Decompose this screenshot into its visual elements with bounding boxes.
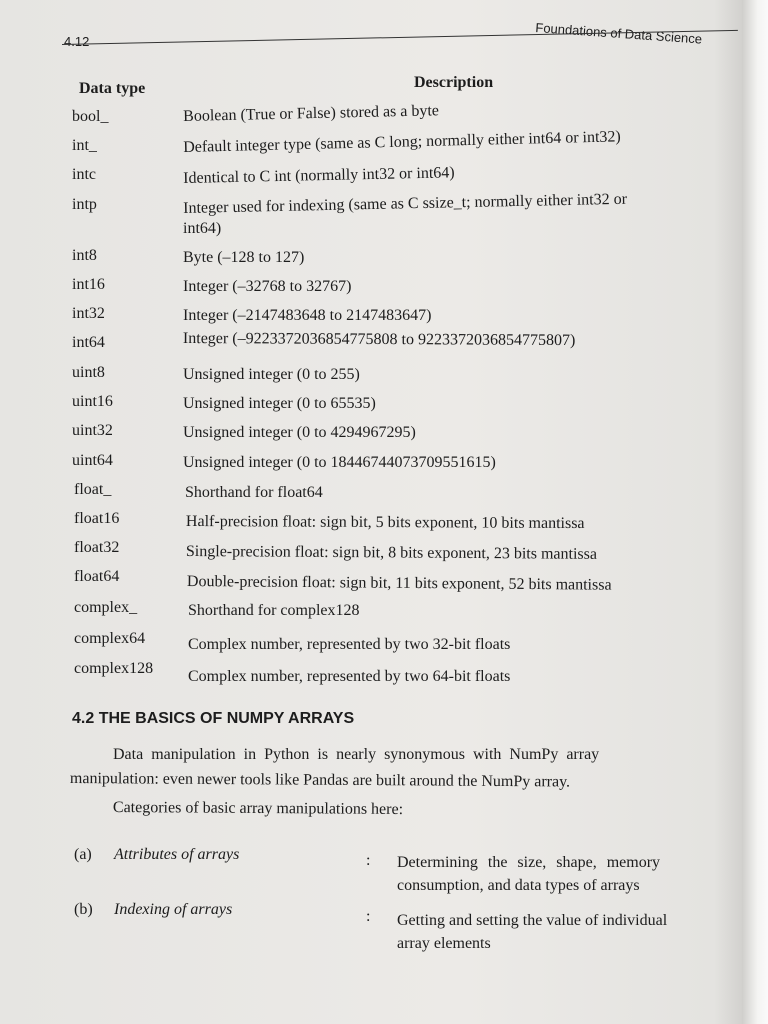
dtype-name: float64 — [74, 568, 120, 585]
dtype-name: intp — [72, 196, 97, 213]
list-desc: Getting and setting the value of individual — [397, 912, 668, 929]
table-row — [0, 660, 768, 688]
table-row — [0, 393, 768, 421]
dtype-name: int64 — [72, 334, 105, 351]
list-desc: Determining the size, shape, memory — [397, 854, 661, 871]
list-desc-continued: array elements — [397, 935, 491, 952]
paragraph: Categories of basic array manipulations here: — [112, 799, 404, 819]
table-row — [0, 102, 768, 136]
dtype-name: intc — [72, 166, 96, 183]
dtype-desc: Complex number, represented by two 64-bit floats — [188, 668, 511, 685]
dtype-name: float32 — [74, 539, 120, 556]
table-row — [0, 422, 768, 450]
dtype-name: complex64 — [74, 630, 146, 647]
page-number: 4.12 — [64, 34, 90, 49]
section-heading: 4.2 THE BASICS OF NUMPY ARRAYS — [72, 710, 355, 727]
dtype-name: uint32 — [72, 422, 113, 439]
dtype-desc: Boolean (True or False) stored as a byte — [183, 102, 440, 125]
table-row — [0, 481, 768, 509]
table-row — [0, 166, 768, 194]
dtype-desc: Unsigned integer (0 to 4294967295) — [183, 424, 416, 441]
dtype-desc: Double-precision float: sign bit, 11 bits exponent, 52 bits mantissa — [186, 573, 612, 594]
dtype-desc: Byte (–128 to 127) — [183, 249, 305, 266]
dtype-desc: Unsigned integer (0 to 255) — [183, 366, 360, 383]
dtype-name: int8 — [72, 247, 97, 264]
dtype-name: float16 — [74, 510, 120, 527]
table-row — [0, 276, 768, 304]
table-row — [0, 630, 768, 658]
list-desc-continued: consumption, and data types of arrays — [397, 877, 640, 894]
table-row — [0, 568, 768, 596]
running-title: Foundations of Data Science — [534, 20, 703, 47]
dtype-name: uint8 — [72, 364, 105, 381]
dtype-desc: Integer (–9223372036854775808 to 9223372036854775807) — [182, 330, 576, 350]
dtype-desc: Identical to C int (normally int32 or int64) — [183, 164, 455, 187]
dtype-name: uint64 — [72, 452, 113, 469]
dtype-desc: Single-precision float: sign bit, 8 bits exponent, 23 bits mantissa — [185, 543, 598, 563]
table-row — [0, 128, 768, 165]
list-marker: (b) — [74, 901, 93, 918]
list-colon: : — [366, 908, 371, 925]
dtype-name: int32 — [72, 305, 105, 322]
dtype-name: bool_ — [72, 108, 109, 125]
list-label: Indexing of arrays — [114, 901, 233, 918]
dtype-desc: Unsigned integer (0 to 18446744073709551615) — [183, 454, 496, 471]
paragraph-line: manipulation: even newer tools like Pandas are built around the NumPy array. — [69, 770, 571, 791]
list-label: Attributes of arrays — [114, 846, 240, 863]
table-row — [0, 305, 768, 333]
dtype-name: int16 — [72, 276, 105, 293]
col-header-data-type: Data type — [79, 80, 146, 97]
dtype-desc: Shorthand for float64 — [185, 484, 323, 501]
paragraph-line: Data manipulation in Python is nearly synonymous with NumPy array — [113, 746, 600, 763]
table-row — [0, 599, 768, 627]
col-header-description: Description — [414, 74, 494, 91]
table-row — [0, 190, 768, 240]
dtype-desc: Complex number, represented by two 32-bit floats — [188, 636, 511, 653]
dtype-name: complex128 — [74, 660, 154, 677]
table-row — [0, 452, 768, 480]
dtype-name: float_ — [74, 481, 112, 498]
dtype-desc: Integer used for indexing (same as C ssize_t; normally either int32 or — [183, 190, 628, 217]
dtype-desc-continued: int64) — [183, 220, 222, 237]
dtype-desc: Shorthand for complex128 — [188, 602, 360, 619]
table-row — [0, 539, 768, 567]
table-row — [0, 247, 768, 275]
table-row — [0, 330, 768, 362]
dtype-desc: Half-precision float: sign bit, 5 bits exponent, 10 bits mantissa — [185, 513, 585, 533]
dtype-name: int_ — [72, 137, 97, 154]
dtype-desc: Integer (–2147483648 to 2147483647) — [183, 307, 432, 324]
dtype-desc: Unsigned integer (0 to 65535) — [183, 395, 376, 412]
table-row — [0, 364, 768, 392]
dtype-desc: Integer (–32768 to 32767) — [183, 278, 352, 295]
dtype-desc: Default integer type (same as C long; normally either int64 or int32) — [183, 128, 621, 156]
list-colon: : — [366, 852, 371, 869]
dtype-name: uint16 — [72, 393, 113, 410]
dtype-name: complex_ — [74, 599, 138, 616]
table-row — [0, 510, 768, 538]
list-marker: (a) — [74, 846, 92, 863]
